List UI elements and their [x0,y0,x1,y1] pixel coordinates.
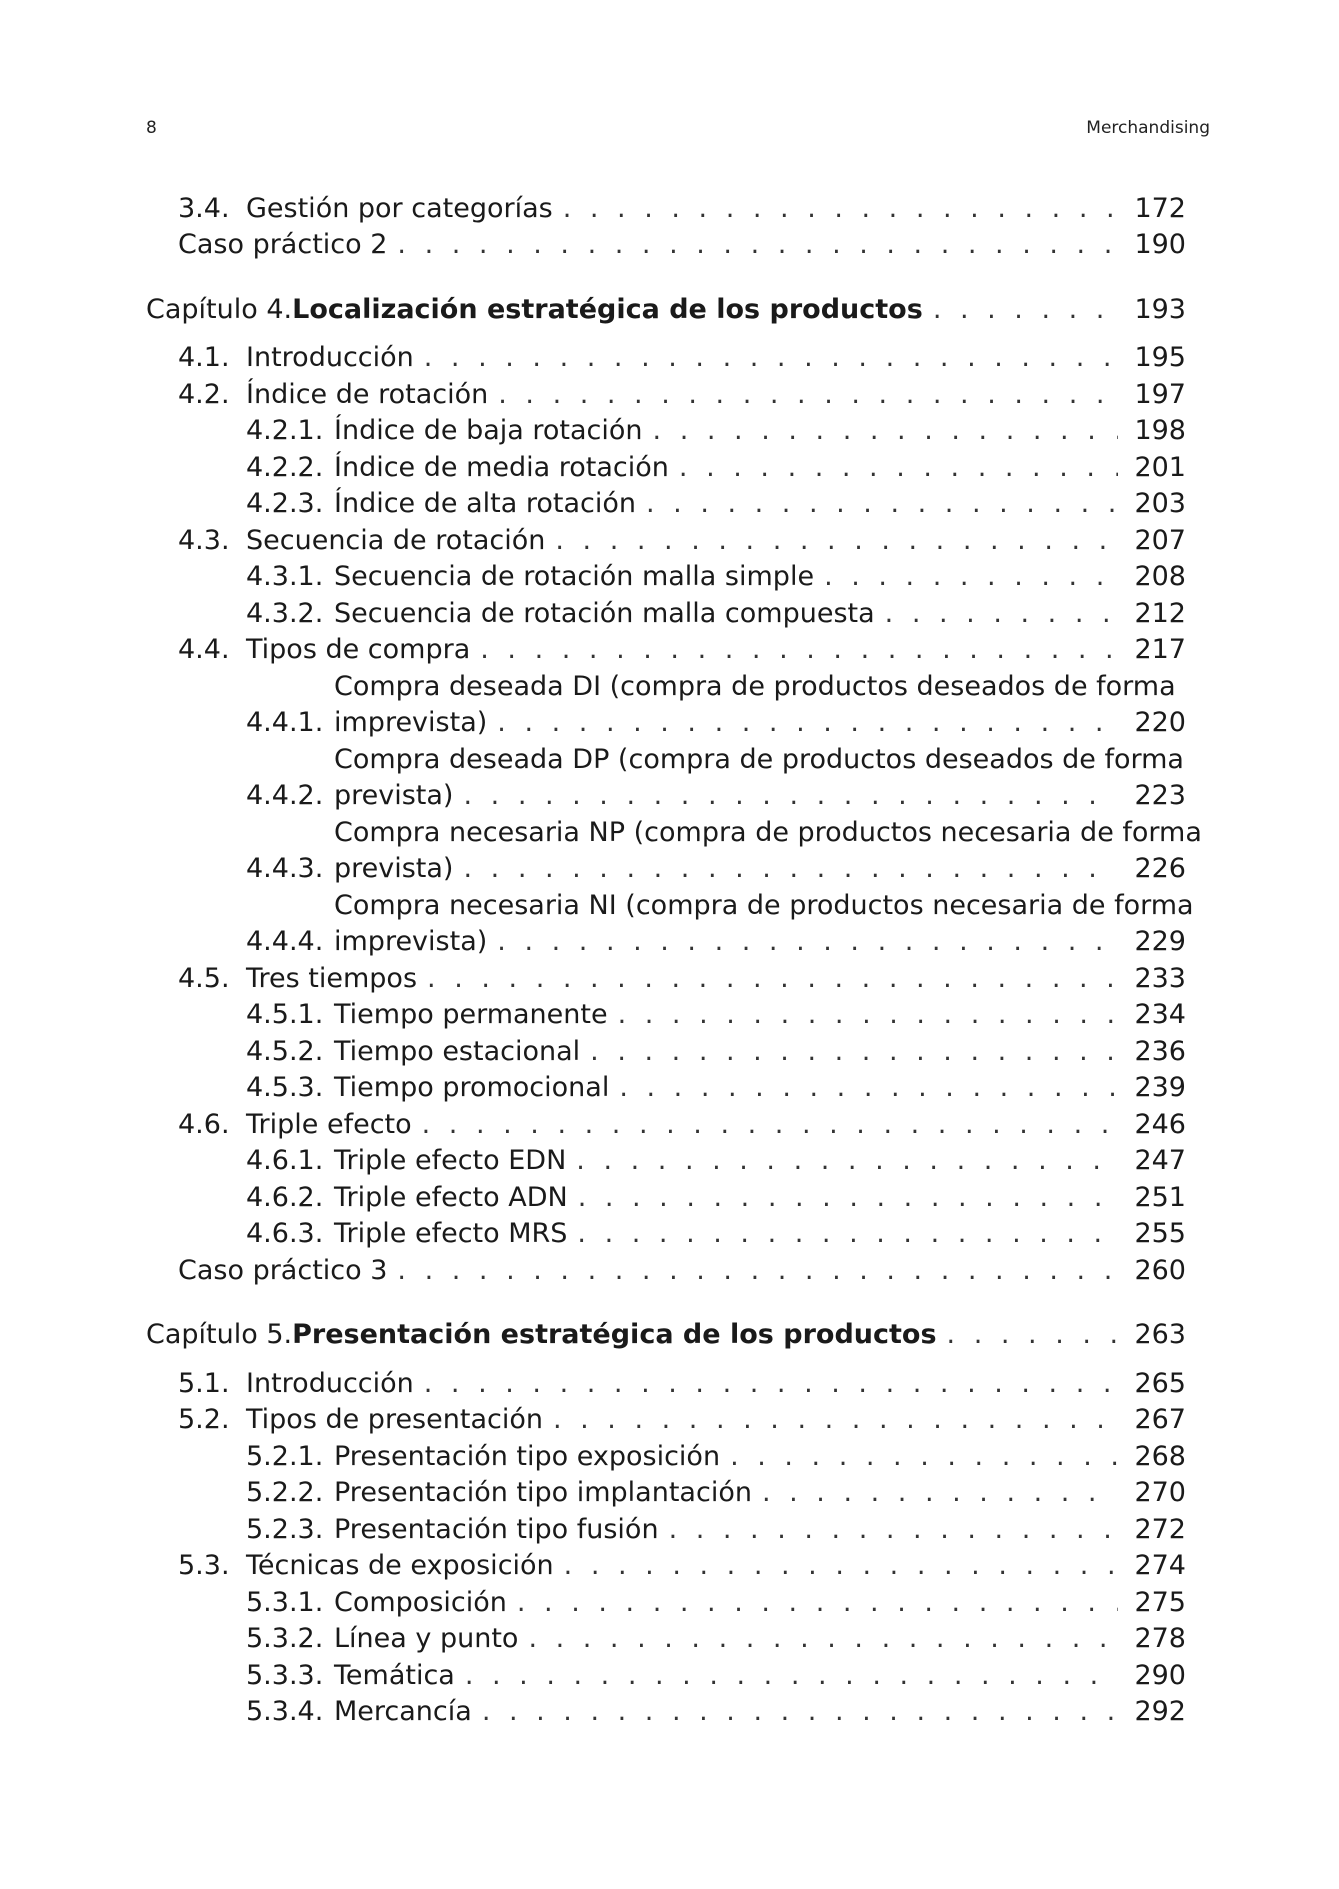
entry-title: Presentación tipo fusión [334,1513,659,1545]
entry-number: 4.4.3. [246,853,324,884]
entry-page-number: 197 [1134,378,1186,410]
dot-leader [646,486,1118,522]
entry-title: Tiempo promocional [334,1072,610,1103]
chapter-title-text: Localización estratégica de los productos [292,293,923,325]
entry-title: Compra necesaria NP (compra de productos necesaria de forma [334,817,1202,848]
entry-number: 5.2.2. [246,1477,324,1508]
entry-number: 4.4.1. [246,707,324,738]
entry-page-number: 234 [1134,999,1186,1030]
entry-page-number: 236 [1134,1035,1186,1067]
entry-title-continuation: imprevista) [334,707,488,738]
toc-entry[interactable] [146,668,1186,741]
running-header [146,118,1210,148]
entry-body [334,1694,1186,1730]
dot-leader [563,191,1118,227]
dot-leader [619,1070,1118,1106]
toc-entry[interactable] [146,1070,1186,1107]
entry-page-number: 233 [1134,962,1186,994]
dot-leader [555,523,1118,559]
toc-entry[interactable] [146,522,1186,559]
entry-number: Capítulo 4. [146,293,293,325]
dot-leader [762,1475,1118,1511]
entry-page-number: 212 [1134,597,1186,629]
entry-title: Índice de media rotación [334,451,669,483]
entry-body [334,814,1202,887]
entry-page-number: 198 [1134,415,1186,446]
toc-entry[interactable] [146,1694,1186,1731]
entry-body [334,1143,1186,1179]
entry-number: 4.5. [178,962,230,994]
toc-entry[interactable] [146,1143,1186,1180]
entry-page-number: 251 [1134,1181,1186,1213]
dot-leader [397,1253,1118,1289]
entry-title: Introducción [246,1367,414,1399]
entry-body [334,1621,1186,1657]
entry-page-number: 260 [1134,1254,1186,1286]
entry-page-number: 246 [1134,1108,1186,1140]
entry-title: Índice de alta rotación [334,488,636,519]
entry-body [334,1512,1186,1548]
entry-number: 5.1. [178,1367,230,1399]
entry-body [334,1034,1186,1070]
entry-page-number: 272 [1134,1513,1186,1545]
toc-entry[interactable] [146,413,1186,450]
entry-number: 4.1. [178,342,230,373]
toc-entry[interactable] [146,1106,1186,1143]
chapter-title [292,1317,936,1353]
entry-title: Triple efecto [246,1108,412,1140]
entry-title: Caso práctico 2 [178,229,388,260]
entry-title: Técnicas de exposición [246,1550,554,1581]
entry-title-continuation: imprevista) [334,926,488,957]
entry-title: Línea y punto [334,1623,519,1654]
entry-number: 5.3.1. [246,1586,324,1618]
dot-leader [517,1585,1118,1621]
entry-body [334,997,1186,1033]
entry-number: 4.5.2. [246,1035,324,1067]
entry-title: Triple efecto MRS [334,1218,568,1249]
dot-leader [885,596,1118,632]
entry-page-number: 195 [1134,342,1186,373]
entry-number: 4.3.2. [246,597,324,629]
dot-leader [424,340,1118,376]
toc-entry[interactable] [146,227,1186,264]
chapter-title [292,292,923,328]
toc-entry[interactable] [146,1621,1186,1658]
dot-leader [679,450,1118,486]
dot-leader [424,1366,1118,1402]
dot-leader [730,1439,1118,1475]
toc-entry[interactable] [146,595,1186,632]
entry-title: Tiempo estacional [334,1035,581,1067]
entry-page-number: 255 [1134,1218,1186,1249]
entry-body [246,523,1186,559]
entry-body [334,450,1186,486]
entry-title-continuation-line [334,851,1186,887]
entry-body [334,1439,1186,1475]
entry-title: Triple efecto EDN [334,1145,567,1176]
toc-entry[interactable] [146,1475,1186,1512]
entry-title: Compra necesaria NI (compra de productos necesaria de forma [334,890,1194,921]
dot-leader [553,1402,1118,1438]
toc-entry[interactable] [146,376,1186,413]
entry-page-number: 201 [1134,451,1186,483]
entry-number: 4.3. [178,524,230,556]
toc-entry[interactable] [146,814,1202,887]
entry-page-number: 275 [1134,1586,1186,1618]
entry-number: 4.2.2. [246,451,324,483]
entry-page-number: 208 [1134,561,1186,592]
entry-number: Capítulo 5. [146,1319,293,1350]
entry-number: 4.4. [178,634,230,665]
toc-entry[interactable] [146,449,1186,486]
entry-page-number: 190 [1134,229,1186,260]
dot-leader [618,997,1118,1033]
entry-title: Tipos de presentación [246,1404,543,1435]
entry-body [246,1402,1186,1438]
entry-body [334,486,1186,522]
entry-number: 4.2.1. [246,415,324,446]
entry-number: 5.3.3. [246,1659,324,1691]
entry-body [334,741,1186,814]
dot-leader [576,1143,1118,1179]
entry-page-number: 290 [1134,1659,1186,1691]
entry-number: 4.6.3. [246,1218,324,1249]
entry-page-number: 268 [1134,1440,1186,1472]
entry-number: 4.4.2. [246,780,324,811]
entry-title: Presentación tipo exposición [334,1440,721,1472]
dot-leader [397,227,1118,263]
dot-leader [463,778,1118,814]
toc-chapter-entry[interactable] [146,1317,1186,1354]
dot-leader [577,1216,1118,1252]
entry-body [246,1366,1186,1402]
toc-entry[interactable] [146,1365,1186,1402]
toc-entry[interactable] [146,741,1186,814]
entry-body [246,961,1186,997]
entry-number: 4.6.1. [246,1145,324,1176]
entry-number: 4.6. [178,1108,230,1140]
entry-page-number: 239 [1134,1072,1186,1103]
entry-body [246,340,1186,376]
entry-title: Secuencia de rotación malla simple [334,561,815,592]
toc-entry[interactable] [146,1511,1186,1548]
toc-entry[interactable] [146,997,1186,1034]
entry-number: 4.6.2. [246,1181,324,1213]
entry-title-continuation: prevista) [334,853,454,884]
entry-title: Tiempo permanente [334,999,608,1030]
entry-title-continuation-line [334,778,1186,814]
dot-leader [498,377,1118,413]
toc-entry[interactable] [146,1179,1186,1216]
entry-title: Tipos de compra [246,634,471,665]
entry-body [334,596,1186,632]
toc-entry[interactable] [146,340,1186,377]
dot-leader [427,961,1118,997]
entry-title: Índice de rotación [246,378,489,410]
entry-number: 5.3.4. [246,1696,324,1727]
entry-page-number: 247 [1134,1145,1186,1176]
chapter-title-text: Presentación estratégica de los productos [292,1319,937,1350]
toc-entry[interactable] [146,632,1186,669]
entry-page-number: 265 [1134,1367,1186,1399]
dot-leader [482,1694,1118,1730]
entry-title: Secuencia de rotación malla compuesta [334,597,875,629]
entry-body [334,559,1186,595]
entry-body [334,1658,1186,1694]
entry-number: 4.3.1. [246,561,324,592]
entry-title: Compra deseada DP (compra de productos deseados de forma [334,744,1184,775]
entry-body [334,668,1186,741]
entry-title: Mercancía [334,1696,472,1727]
toc-entry[interactable] [146,1216,1186,1253]
dot-leader [465,1658,1118,1694]
entry-body [246,191,1186,227]
entry-body [334,887,1194,960]
entry-body [246,632,1186,668]
entry-number: 4.4.4. [246,926,324,957]
entry-body [334,1180,1186,1216]
toc-entry[interactable] [146,960,1186,997]
dot-leader [653,413,1118,449]
entry-number: 4.5.3. [246,1072,324,1103]
entry-page-number: 267 [1134,1404,1186,1435]
entry-title-continuation: prevista) [334,780,454,811]
entry-page-number: 207 [1134,524,1186,556]
toc-entry[interactable] [146,1033,1186,1070]
toc-entry[interactable] [146,1657,1186,1694]
entry-title: Triple efecto ADN [334,1181,568,1213]
entry-number: 4.5.1. [246,999,324,1030]
entry-title: Caso práctico 3 [178,1254,388,1286]
dot-leader [590,1034,1118,1070]
entry-page-number: 292 [1134,1696,1186,1727]
toc-entry[interactable] [146,486,1186,523]
entry-title: Compra deseada DI (compra de productos deseados de forma [334,671,1176,702]
toc-entry[interactable] [146,559,1186,596]
entry-body [334,1216,1186,1252]
dot-leader [497,924,1118,960]
dot-leader [669,1512,1118,1548]
toc-entry[interactable] [146,1252,1186,1289]
dot-leader [947,1317,1118,1353]
entry-title: Tres tiempos [246,962,418,994]
entry-title: Temática [334,1659,455,1691]
entry-title: Gestión por categorías [246,192,553,224]
toc-chapter-entry[interactable] [146,291,1186,328]
dot-leader [497,705,1118,741]
entry-title: Introducción [246,342,414,373]
entry-title: Presentación tipo implantación [334,1477,752,1508]
entry-page-number: 278 [1134,1623,1186,1654]
entry-page-number: 274 [1134,1550,1186,1581]
entry-number: 5.2.3. [246,1513,324,1545]
toc-entry[interactable] [146,1584,1186,1621]
entry-body [246,1107,1186,1143]
page-number: 8 [146,118,157,138]
dot-leader [578,1180,1118,1216]
entry-number: 5.3. [178,1550,230,1581]
entry-page-number: 223 [1134,780,1186,811]
toc-entry[interactable] [146,1438,1186,1475]
entry-body [334,1475,1186,1511]
dot-leader [933,292,1118,328]
entry-body [334,1585,1186,1621]
entry-page-number: 270 [1134,1477,1186,1508]
entry-title: Composición [334,1586,507,1618]
entry-body [246,377,1186,413]
entry-number: 3.4. [178,192,230,224]
running-title: Merchandising [1086,118,1210,138]
entry-body [334,413,1186,449]
entry-body [178,227,1186,263]
entry-number: 5.2.1. [246,1440,324,1472]
entry-body [246,1548,1186,1584]
toc-entry[interactable] [146,190,1186,227]
entry-page-number: 203 [1134,488,1186,519]
entry-number: 4.2.3. [246,488,324,519]
table-of-contents [146,190,1202,1730]
dot-leader [422,1107,1118,1143]
entry-body [178,1253,1186,1289]
entry-title-continuation-line [334,705,1186,741]
entry-title: Secuencia de rotación [246,524,546,556]
entry-page-number: 172 [1134,192,1186,224]
entry-number: 5.2. [178,1404,230,1435]
entry-page-number: 229 [1134,926,1186,957]
toc-entry[interactable] [146,887,1194,960]
entry-page-number: 263 [1134,1319,1186,1350]
entry-title: Índice de baja rotación [334,415,643,446]
toc-entry[interactable] [146,1402,1186,1439]
entry-page-number: 217 [1134,634,1186,665]
dot-leader [528,1621,1118,1657]
entry-body [292,1317,1186,1353]
entry-page-number: 220 [1134,707,1186,738]
entry-body [292,292,1186,328]
entry-page-number: 226 [1134,853,1186,884]
dot-leader [824,559,1118,595]
entry-number: 5.3.2. [246,1623,324,1654]
dot-leader [564,1548,1118,1584]
entry-body [334,1070,1186,1106]
toc-entry[interactable] [146,1548,1186,1585]
entry-title-continuation-line [334,924,1186,960]
dot-leader [480,632,1118,668]
entry-number: 4.2. [178,378,230,410]
dot-leader [463,851,1118,887]
entry-page-number: 193 [1134,293,1186,325]
